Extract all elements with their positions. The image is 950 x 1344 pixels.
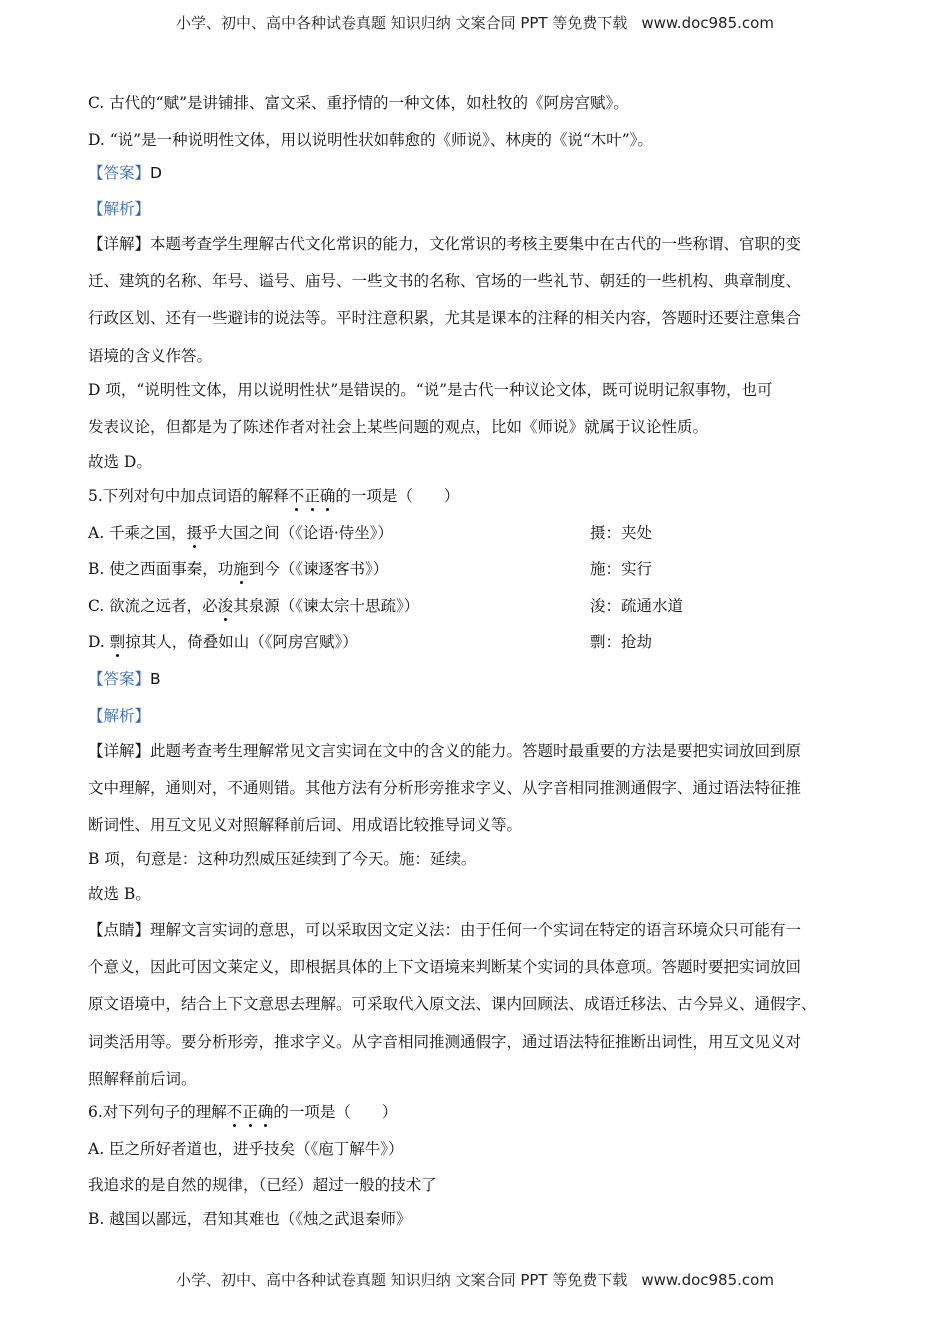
q5-detail-line-2: 文中理解，通则对，不通则错。其他方法有分析形旁推求字义、从字音相同推测通假字、通过语法特征推 (88, 779, 802, 797)
dotted-char: 剽 (110, 630, 126, 652)
q6-option-a: A. 臣之所好者道也，进乎技矣（《庖丁解牛》） (88, 1140, 404, 1158)
q5-detail-line-1: 【详解】此题考查考生理解常见文言实词在文中的含义的能力。答题时最重要的方法是要把实词放回到原 (88, 742, 802, 760)
q6-stem: 6.对下列句子的理解不正确的一项是（ ） (88, 1100, 397, 1122)
header-site[interactable]: www.doc985.com (641, 14, 774, 32)
q5-detail-line-3: 断词性、用互文见义对照解释前后词、用成语比较推导词义等。 (88, 816, 523, 834)
q4-detail-line-1: 【详解】本题考查学生理解古代文化常识的能力，文化常识的考核主要集中在古代的一些称谓、官职的变 (88, 235, 802, 253)
q5-stem: 5.下列对句中加点词语的解释不正确的一项是（ ） (88, 484, 459, 506)
q5-option-c: C. 欲流之远者，必浚其泉源（《谏太宗十思疏》） (88, 594, 419, 616)
q5-tip-line-2: 个意义，因此可因文莱定义，即根据具体的上下文语境来判断某个实词的具体意项。答题时要把实词放回 (88, 958, 802, 976)
answer-value: D (150, 164, 162, 182)
q4-detail-line-2: 迁、建筑的名称、年号、谥号、庙号、一些文书的名称、官场的一些礼节、朝廷的一些机构、典章制度、 (88, 272, 802, 290)
q6-option-a-translation: 我追求的是自然的规律，（已经）超过一般的技术了 (88, 1176, 437, 1194)
header-text: 小学、初中、高中各种试卷真题 知识归纳 文案合同 PPT 等免费下载 (176, 14, 628, 32)
detail-tag: 【详解】 (88, 742, 151, 760)
dotted-char: 确 (320, 484, 336, 506)
q5-option-d-explanation: 剽：抢劫 (590, 633, 653, 651)
q4-option-c: C. 古代的“赋”是讲铺排、富文采、重抒情的一种文体，如杜牧的《阿房宫赋》。 (88, 94, 629, 112)
q5-option-a: A. 千乘之国，摄乎大国之间（《论语·侍坐》） (88, 521, 393, 543)
dotted-char: 确 (258, 1100, 274, 1122)
q5-option-a-explanation: 摄：夹处 (590, 524, 653, 542)
dotted-char: 摄 (187, 521, 203, 543)
q6-option-b: B. 越国以鄙远，君知其难也（《烛之武退秦师》 (88, 1210, 412, 1228)
q5-option-c-explanation: 浚：疏通水道 (590, 597, 684, 615)
q4-detail-line-4: 语境的含义作答。 (88, 347, 213, 365)
q5-choose: 故选 B。 (88, 885, 151, 903)
q4-detail-line-3: 行政区划、还有一些避讳的说法等。平时注意积累，尤其是课本的注释的相关内容，答题时还要注意集合 (88, 309, 802, 327)
q5-tip-line-4: 词类活用等。要分析形旁，推求字义。从字音相同推测通假字，通过语法特征推断出词性，用互文见义对 (88, 1033, 802, 1051)
dotted-char: 正 (242, 1100, 258, 1122)
q4-choose: 故选 D。 (88, 453, 152, 471)
q5-tip-line-5: 照解释前后词。 (88, 1070, 197, 1088)
footer-text: 小学、初中、高中各种试卷真题 知识归纳 文案合同 PPT 等免费下载 (176, 1271, 628, 1289)
dotted-char: 浚 (218, 594, 234, 616)
q5-tip-line-3: 原文语境中，结合上下文意思去理解。可采取代入原文法、课内回顾法、成语迁移法、古今异义、通假字、 (88, 995, 817, 1013)
q4-d-item-line-2: 发表议论，但都是为了陈述作者对社会上某些问题的观点，比如《师说》就属于议论性质。 (88, 418, 709, 436)
q5-option-b: B. 使之西面事秦，功施到今（《谏逐客书》） (88, 557, 388, 579)
dotted-char: 施 (233, 557, 249, 579)
dotted-char: 不 (289, 484, 305, 506)
answer-value: B (150, 670, 161, 688)
page-header (0, 12, 950, 33)
tip-tag: 【点睛】 (88, 921, 151, 939)
page-footer (0, 1269, 950, 1290)
q5-answer (88, 667, 161, 689)
q4-d-item-line-1: D 项，“说明性文体，用以说明性状”是错误的。“说”是古代一种议论文体，既可说明记叙事物，也可 (88, 381, 773, 399)
detail-tag: 【详解】 (88, 235, 151, 253)
q5-option-d: D. 剽掠其人，倚叠如山（《阿房宫赋》） (88, 630, 358, 652)
answer-tag: 【答案】 (88, 670, 151, 688)
q4-option-d: D. “说”是一种说明性文体，用以说明性状如韩愈的《师说》、林庚的《说“木叶”》。 (88, 131, 653, 149)
q4-answer (88, 161, 162, 183)
answer-tag: 【答案】 (88, 164, 151, 182)
q5-option-b-explanation: 施：实行 (590, 560, 653, 578)
q5-tip-line-1: 【点睛】理解文言实词的意思，可以采取因文定义法：由于任何一个实词在特定的语言环境众只可能有一 (88, 921, 802, 939)
footer-site[interactable]: www.doc985.com (641, 1271, 774, 1289)
q5-analysis-tag: 【解析】 (88, 707, 151, 725)
dotted-char: 不 (227, 1100, 243, 1122)
q4-analysis-tag: 【解析】 (88, 200, 151, 218)
q5-b-item: B 项，句意是：这种功烈威压延续到了今天。施：延续。 (88, 850, 477, 868)
dotted-char: 正 (304, 484, 320, 506)
